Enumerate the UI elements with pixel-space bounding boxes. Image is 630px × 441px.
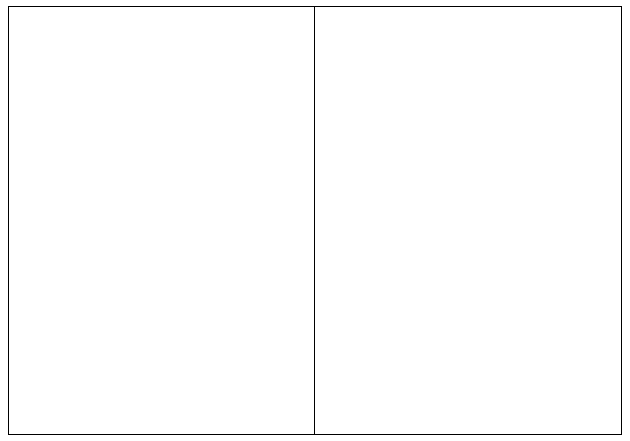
right-column-line — [319, 167, 617, 175]
left-column-line — [13, 56, 310, 64]
left-column-line — [13, 177, 310, 185]
left-column-line — [13, 230, 310, 238]
left-column-line — [13, 48, 310, 56]
left-column-line — [13, 390, 310, 398]
left-column-line — [13, 154, 310, 162]
right-column-line — [319, 10, 617, 18]
left-column-line — [13, 18, 310, 26]
left-column-line — [13, 352, 310, 360]
right-column-line — [319, 25, 617, 33]
right-column-line — [319, 159, 617, 167]
right-column-line — [319, 268, 617, 276]
left-column-line — [13, 253, 310, 261]
right-column — [315, 7, 621, 434]
left-column-line — [13, 25, 310, 33]
comparison-table — [8, 6, 622, 435]
left-column-line — [13, 116, 310, 124]
left-column-line — [13, 397, 310, 405]
right-column-line — [319, 333, 617, 341]
left-column-line — [13, 299, 310, 307]
left-column — [9, 7, 315, 434]
left-column-line — [13, 314, 310, 322]
left-column-line — [13, 238, 310, 246]
left-column-line — [13, 283, 310, 291]
left-column-line — [13, 78, 310, 86]
left-column-line — [13, 10, 310, 18]
left-column-line — [13, 276, 310, 284]
left-column-line — [13, 268, 310, 276]
left-column-line — [13, 375, 310, 383]
left-column-line — [13, 245, 310, 253]
right-column-line — [319, 174, 617, 182]
left-column-line — [13, 200, 310, 208]
left-column-line — [13, 321, 310, 329]
left-column-line — [13, 337, 310, 345]
left-column-line — [13, 162, 310, 170]
right-column-line — [319, 212, 617, 220]
left-column-line — [13, 215, 310, 223]
right-column-line — [319, 295, 617, 303]
right-column-line — [319, 182, 617, 190]
right-column-line — [319, 190, 617, 198]
right-column-line — [319, 311, 617, 319]
left-column-line — [13, 412, 310, 420]
left-column-line — [13, 71, 310, 79]
right-column-line — [319, 220, 617, 228]
right-column-line — [319, 288, 617, 296]
left-column-line — [13, 207, 310, 215]
left-column-line — [13, 185, 310, 193]
left-column-line — [13, 329, 310, 337]
left-column-line — [13, 86, 310, 94]
left-column-line — [13, 101, 310, 109]
left-column-line — [13, 139, 310, 147]
left-column-line — [13, 306, 310, 314]
right-column-line — [319, 18, 617, 26]
left-column-line — [13, 367, 310, 375]
left-column-line — [13, 124, 310, 132]
right-column-line — [319, 205, 617, 213]
left-column-line — [13, 94, 310, 102]
right-column-line — [319, 33, 617, 41]
right-column-line — [319, 235, 617, 243]
right-column-line — [319, 152, 617, 160]
left-column-line — [13, 109, 310, 117]
left-column-line — [13, 382, 310, 390]
left-column-line — [13, 169, 310, 177]
left-column-line — [13, 223, 310, 231]
left-column-line — [13, 40, 310, 48]
left-column-line — [13, 132, 310, 140]
right-column-line — [319, 40, 617, 48]
left-column-line — [13, 405, 310, 413]
right-column-line — [319, 303, 617, 311]
right-column-line — [319, 326, 617, 334]
left-column-line — [13, 359, 310, 367]
left-column-line — [13, 261, 310, 269]
right-column-line — [319, 197, 617, 205]
right-column-line — [319, 318, 617, 326]
left-column-line — [13, 33, 310, 41]
left-column-line — [13, 63, 310, 71]
right-column-line — [319, 228, 617, 236]
left-column-line — [13, 344, 310, 352]
right-column-line — [319, 243, 617, 251]
left-column-line — [13, 192, 310, 200]
left-column-line — [13, 291, 310, 299]
right-column-line — [319, 144, 617, 152]
left-column-line — [13, 147, 310, 155]
